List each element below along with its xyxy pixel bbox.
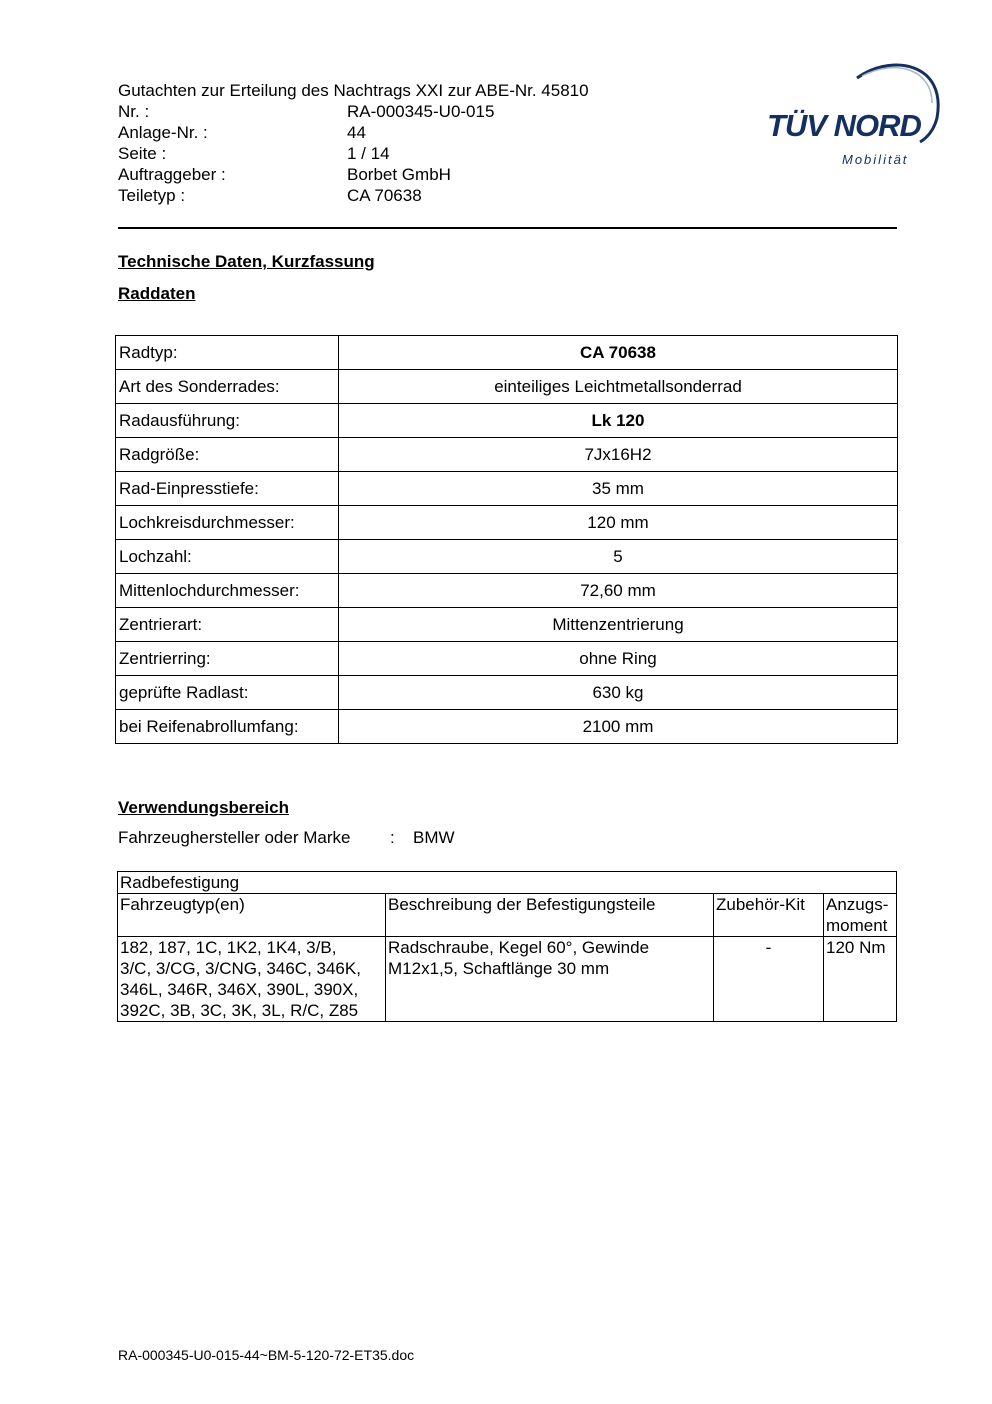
table-row	[116, 472, 898, 506]
row-label: Zentrierring:	[116, 642, 339, 676]
header-value: RA-000345-U0-015	[347, 102, 495, 121]
table-row	[116, 676, 898, 710]
row-value: 5	[339, 540, 898, 574]
row-label: Rad-Einpresstiefe:	[116, 472, 339, 506]
header-value: Borbet GmbH	[347, 165, 451, 184]
header-value: 44	[347, 123, 366, 142]
header-anzugsmoment	[824, 894, 897, 937]
logo-brand: TÜV NORD	[767, 108, 921, 143]
header-row-anlage	[118, 122, 589, 143]
hersteller-colon: :	[390, 828, 395, 847]
row-value: einteiliges Leichtmetallsonderrad	[339, 370, 898, 404]
table-row	[116, 506, 898, 540]
row-label: Lochzahl:	[116, 540, 339, 574]
row-label: Zentrierart:	[116, 608, 339, 642]
row-label: Art des Sonderrades:	[116, 370, 339, 404]
desc-line: M12x1,5, Schaftlänge 30 mm	[388, 959, 610, 978]
section-title-verwendungsbereich: Verwendungsbereich	[118, 798, 289, 817]
row-value: Lk 120	[339, 404, 898, 438]
header-anzugsmoment-line1: Anzugs-	[826, 895, 889, 914]
table-row	[116, 642, 898, 676]
header-zubehoer-kit: Zubehör-Kit	[714, 894, 824, 937]
table-row	[116, 608, 898, 642]
header-label: Seite :	[118, 144, 167, 163]
table-row	[118, 937, 897, 1022]
hersteller-label: Fahrzeughersteller oder Marke	[118, 828, 351, 847]
header-row-nr	[118, 101, 589, 122]
section-title-raddaten: Raddaten	[118, 284, 196, 303]
footer-filename: RA-000345-U0-015-44~BM-5-120-72-ET35.doc	[118, 1347, 415, 1363]
row-value: 35 mm	[339, 472, 898, 506]
row-label: Lochkreisdurchmesser:	[116, 506, 339, 540]
type-line: 392C, 3B, 3C, 3K, 3L, R/C, Z85	[120, 1001, 359, 1020]
hersteller-value: BMW	[413, 828, 455, 847]
cell-beschreibung	[386, 937, 714, 1022]
header-beschreibung: Beschreibung der Befestigungsteile	[386, 894, 714, 937]
table-row	[116, 540, 898, 574]
table-row	[116, 574, 898, 608]
table-row	[116, 438, 898, 472]
header-row-seite	[118, 143, 589, 164]
desc-line: Radschraube, Kegel 60°, Gewinde	[388, 938, 650, 957]
document-header	[118, 80, 589, 206]
row-label: Mittenlochdurchmesser:	[116, 574, 339, 608]
cell-fahrzeugtypen	[118, 937, 386, 1022]
header-row-auftraggeber	[118, 164, 589, 185]
table-row	[116, 336, 898, 370]
header-value: 1 / 14	[347, 144, 390, 163]
type-line: 182, 187, 1C, 1K2, 1K4, 3/B,	[120, 938, 337, 957]
table-title-row	[118, 872, 897, 894]
row-value: 120 mm	[339, 506, 898, 540]
row-label: bei Reifenabrollumfang:	[116, 710, 339, 744]
row-value: 630 kg	[339, 676, 898, 710]
tuev-nord-logo	[762, 58, 942, 173]
header-label: Teiletyp :	[118, 186, 186, 205]
cell-zubehoer-kit: -	[714, 937, 824, 1022]
header-fahrzeugtyp: Fahrzeugtyp(en)	[118, 894, 386, 937]
table-row	[116, 710, 898, 744]
row-value: Mittenzentrierung	[339, 608, 898, 642]
header-value: CA 70638	[347, 186, 422, 205]
table-header-row	[118, 894, 897, 937]
table-row	[116, 370, 898, 404]
raddaten-table	[115, 335, 898, 744]
type-line: 3/C, 3/CG, 3/CNG, 346C, 346K,	[120, 959, 361, 978]
hersteller-line	[118, 828, 455, 848]
radbefestigung-title: Radbefestigung	[118, 872, 897, 894]
row-value: 7Jx16H2	[339, 438, 898, 472]
header-divider	[118, 227, 897, 229]
radbefestigung-table	[117, 871, 897, 1022]
row-label: Radausführung:	[116, 404, 339, 438]
logo-sub: Mobilität	[842, 152, 909, 167]
row-label: Radgröße:	[116, 438, 339, 472]
row-value: ohne Ring	[339, 642, 898, 676]
row-value: 2100 mm	[339, 710, 898, 744]
header-label: Nr. :	[118, 102, 150, 121]
document-title: Gutachten zur Erteilung des Nachtrags XXI zur ABE-Nr. 45810	[118, 81, 589, 100]
header-label: Anlage-Nr. :	[118, 123, 208, 142]
type-line: 346L, 346R, 346X, 390L, 390X,	[120, 980, 359, 999]
header-label: Auftraggeber :	[118, 165, 226, 184]
row-value: CA 70638	[339, 336, 898, 370]
row-label: Radtyp:	[116, 336, 339, 370]
row-value: 72,60 mm	[339, 574, 898, 608]
header-row-teiletyp	[118, 185, 589, 206]
section-title-technische-daten: Technische Daten, Kurzfassung	[118, 252, 375, 271]
row-label: geprüfte Radlast:	[116, 676, 339, 710]
header-anzugsmoment-line2: moment	[826, 916, 888, 935]
table-row	[116, 404, 898, 438]
cell-anzugsmoment: 120 Nm	[824, 937, 897, 1022]
